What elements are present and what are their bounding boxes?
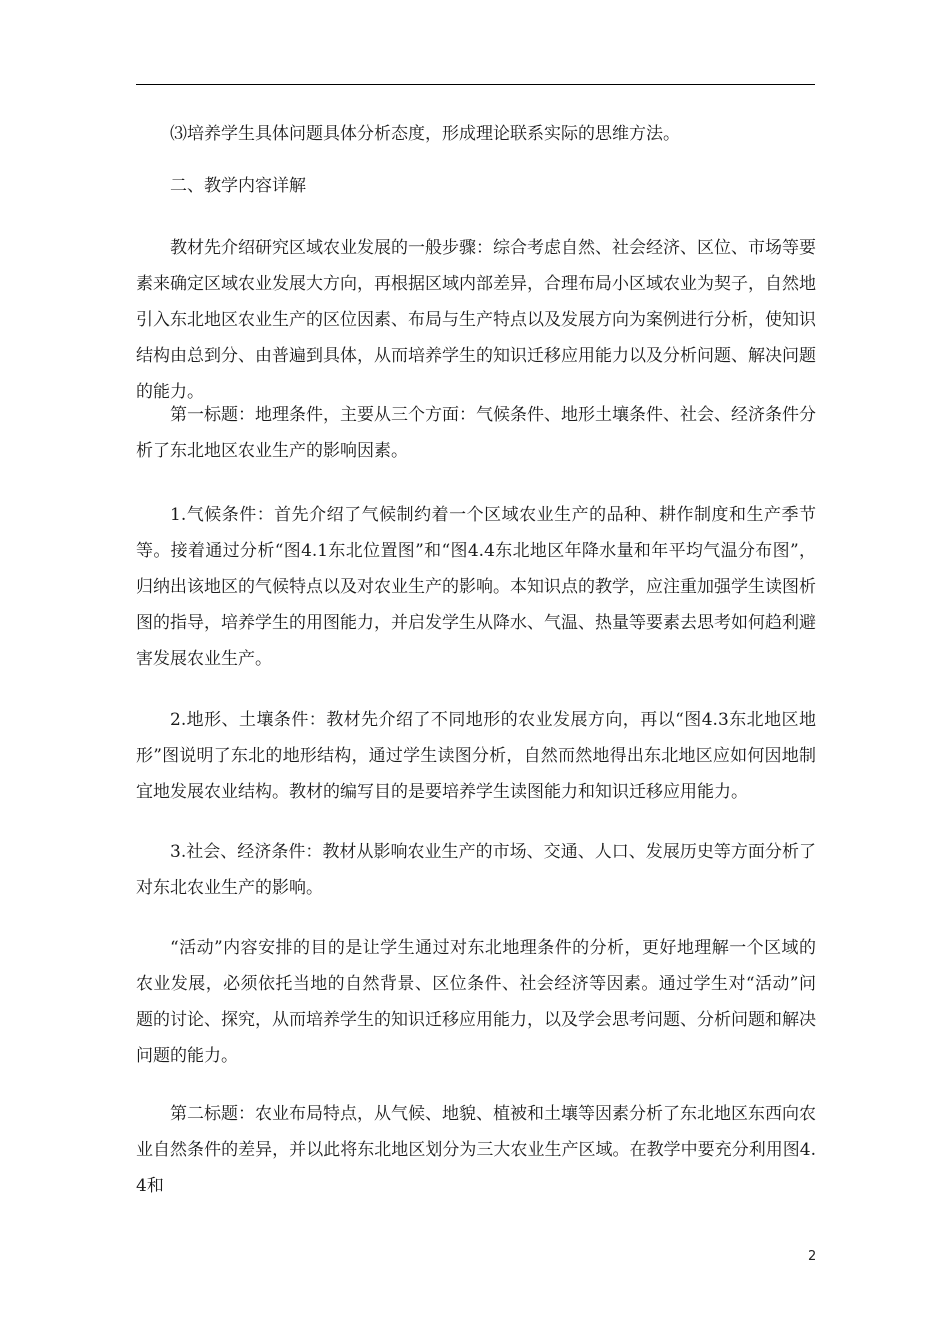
paragraph-activity: “活动”内容安排的目的是让学生通过对东北地理条件的分析，更好地理解一个区域的农业发展，必须依托当地的自然背景、区位条件、社会经济等因素。通过学生对“活动”问题的讨论、探究，从而培养学生的知识迁移应用能力，以及学会思考问题、分析问题和解决问题的能力。 — [136, 938, 816, 1066]
header-rule — [136, 84, 815, 85]
paragraph-objective-3: ⑶培养学生具体问题具体分析态度，形成理论联系实际的思维方法。 — [170, 124, 680, 144]
paragraph-overview: 教材先介绍研究区域农业发展的一般步骤：综合考虑自然、社会经济、区位、市场等要素来确定区域农业发展大方向，再根据区域内部差异，合理布局小区域农业为契子，自然地引入东北地区农业生产的区位因素、布局与生产特点以及发展方向为案例进行分析，使知识结构由总到分、由普遍到具体，从而培养学生的知识迁移应用能力以及分析问题、解决问题的能力。 — [136, 238, 816, 402]
section-heading: 二、教学内容详解 — [170, 176, 306, 196]
paragraph-terrain: 2.地形、土壤条件：教材先介绍了不同地形的农业发展方向，再以“图4.3东北地区地形”图说明了东北的地形结构，通过学生读图分析，自然而然地得出东北地区应如何因地制宜地发展农业结构。教材的编写目的是要培养学生读图能力和知识迁移应用能力。 — [136, 710, 816, 802]
paragraph-second-heading: 第二标题：农业布局特点，从气候、地貌、植被和土壤等因素分析了东北地区东西向农业自然条件的差异，并以此将东北地区划分为三大农业生产区域。在教学中要充分利用图4.4和 — [136, 1104, 816, 1196]
paragraph-climate: 1.气候条件：首先介绍了气候制约着一个区域农业生产的品种、耕作制度和生产季节等。接着通过分析“图4.1东北位置图”和“图4.4东北地区年降水量和年平均气温分布图”，归纳出该地区的气候特点以及对农业生产的影响。本知识点的教学，应注重加强学生读图析图的指导，培养学生的用图能力，并启发学生从降水、气温、热量等要素去思考如何趋利避害发展农业生产。 — [136, 505, 816, 669]
page-number: 2 — [808, 1249, 817, 1264]
paragraph-first-heading: 第一标题：地理条件，主要从三个方面：气候条件、地形土壤条件、社会、经济条件分析了东北地区农业生产的影响因素。 — [136, 405, 816, 461]
paragraph-socioeconomic: 3.社会、经济条件：教材从影响农业生产的市场、交通、人口、发展历史等方面分析了对东北农业生产的影响。 — [136, 842, 816, 898]
